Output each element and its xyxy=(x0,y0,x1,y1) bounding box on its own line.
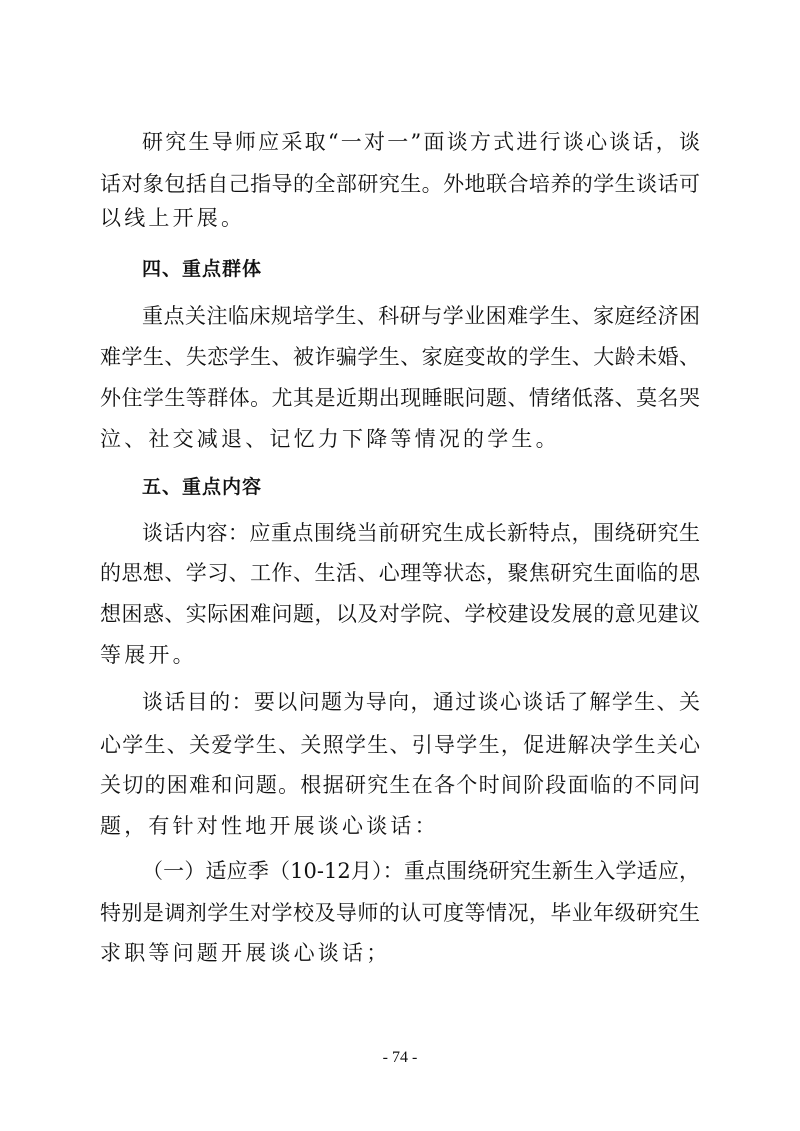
paragraph-line: 求职等问题开展谈心谈话； xyxy=(100,941,391,965)
paragraph-line: 关切的困难和问题。根据研究生在各个时间阶段面临的不同问 xyxy=(100,773,700,797)
paragraph-line: 重点关注临床规培学生、科研与学业困难学生、家庭经济困 xyxy=(142,304,700,328)
paragraph-line: 谈话内容：应重点围绕当前研究生成长新特点，围绕研究生 xyxy=(142,521,700,545)
paragraph-line: 以线上开展。 xyxy=(100,206,246,230)
paragraph-line: 话对象包括自己指导的全部研究生。外地联合培养的学生谈话可 xyxy=(100,172,700,196)
paragraph-line: 想困惑、实际困难问题，以及对学院、学校建设发展的意见建议 xyxy=(100,602,700,626)
section-heading: 五、重点内容 xyxy=(142,476,263,498)
page-number: - 74 - xyxy=(382,1049,418,1066)
paragraph-line: （一）适应季（10-12月）：重点围绕研究生新生入学适应， xyxy=(142,859,700,883)
paragraph-line: 的思想、学习、工作、生活、心理等状态，聚焦研究生面临的思 xyxy=(100,561,700,585)
section-heading: 四、重点群体 xyxy=(142,258,263,280)
paragraph-line: 等展开。 xyxy=(100,643,197,667)
paragraph-line: 谈话目的：要以问题为导向，通过谈心谈话了解学生、关 xyxy=(142,690,700,714)
paragraph-line: 研究生导师应采取“一对一”面谈方式进行谈心谈话，谈 xyxy=(142,130,700,154)
paragraph-line: 泣、社交减退、记忆力下降等情况的学生。 xyxy=(100,427,560,451)
paragraph-line: 题，有针对性地开展谈心谈话： xyxy=(100,814,439,838)
paragraph-line: 特别是调剂学生对学校及导师的认可度等情况，毕业年级研究生 xyxy=(100,901,700,925)
paragraph-line: 外住学生等群体。尤其是近期出现睡眠问题、情绪低落、莫名哭 xyxy=(100,386,700,410)
paragraph-line: 难学生、失恋学生、被诈骗学生、家庭变故的学生、大龄未婚、 xyxy=(100,345,700,369)
paragraph-line: 心学生、关爱学生、关照学生、引导学生，促进解决学生关心 xyxy=(100,733,700,757)
